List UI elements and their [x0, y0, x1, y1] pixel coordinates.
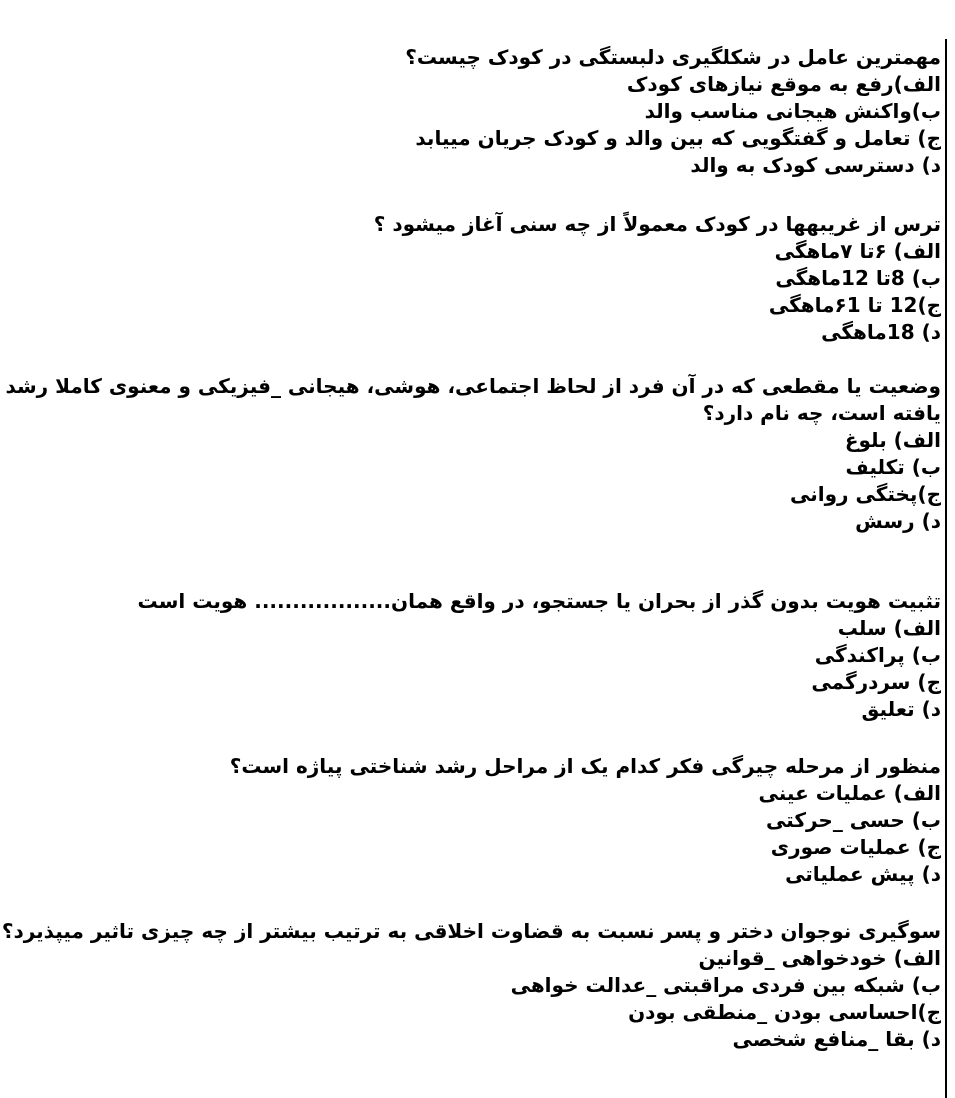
questions-list — [1, 44, 941, 1053]
question-text: ترس از غریبهها در کودک معمولاً از چه سنی آغاز میشود ؟ — [373, 212, 941, 236]
option-dal: د) بقا _منافع شخصی — [732, 1027, 941, 1051]
option-be: ب)واکنش هیجانی مناسب والد — [644, 99, 941, 123]
question-block-3 — [5, 373, 941, 535]
option-be: ب) تکلیف — [845, 455, 941, 479]
question-text: منظور از مرحله چیرگی فکر کدام یک از مراحل رشد شناختی پیاژه است؟ — [229, 754, 941, 778]
question-block-5 — [10, 753, 941, 888]
option-dal: د) رسش — [855, 509, 941, 533]
option-dal: د) دسترسی کودک به والد — [690, 153, 941, 177]
question-text-line-2: یافته است، چه نام دارد؟ — [702, 401, 941, 425]
question-block-6 — [1, 918, 941, 1053]
option-alef: الف) بلوغ — [844, 428, 941, 452]
option-dal: د) پیش عملیاتی — [785, 862, 941, 886]
option-jim: ج) سردرگمی — [811, 670, 941, 694]
option-be: ب) پراکندگی — [814, 643, 941, 667]
option-jim: ج)احساسی بودن _منطقی بودن — [628, 1000, 941, 1024]
option-be: ب) شبکه بین فردی مراقبتی _عدالت خواهی — [510, 973, 941, 997]
question-text-line-1: وضعیت یا مقطعی که در آن فرد از لحاظ اجتماعی، هوشی، هیجانی _فیزیکی و معنوی کاملا رشد — [5, 374, 941, 398]
question-block-2 — [10, 211, 941, 346]
option-alef: الف) سلب — [837, 616, 941, 640]
question-block-1 — [10, 44, 941, 179]
question-text: مهمترین عامل در شکلگیری دلبستگی در کودک چیست؟ — [405, 45, 941, 69]
question-block-4 — [10, 588, 941, 723]
option-jim: ج) تعامل و گفتگویی که بین والد و کودک جریان مییابد — [415, 126, 941, 150]
option-jim: ج)پختگی روانی — [789, 482, 941, 506]
option-alef: الف) خودخواهی _قوانین — [698, 946, 941, 970]
option-dal: د) تعلیق — [861, 697, 941, 721]
option-be: ب) حسی _حرکتی — [765, 808, 941, 832]
option-jim: ج)12 تا ۶1ماهگی — [768, 293, 941, 317]
option-be: ب) 8تا 12ماهگی — [775, 266, 941, 290]
option-dal: د) 18ماهگی — [821, 320, 941, 344]
option-alef: الف) ۶تا ۷ماهگی — [774, 239, 941, 263]
question-text: سوگیری نوجوان دختر و پسر نسبت به قضاوت اخلاقی به ترتیب بیشتر از چه چیزی تاثیر میپذیرد؟ — [1, 919, 941, 943]
question-text: تثبیت هویت بدون گذر از بحران یا جستجو، در واقع همان.................. هویت است — [137, 589, 941, 613]
right-border-line — [945, 39, 948, 1098]
option-alef: الف)رفع به موقع نیازهای کودک — [626, 72, 941, 96]
option-alef: الف) عملیات عینی — [758, 781, 941, 805]
option-jim: ج) عملیات صوری — [770, 835, 941, 859]
